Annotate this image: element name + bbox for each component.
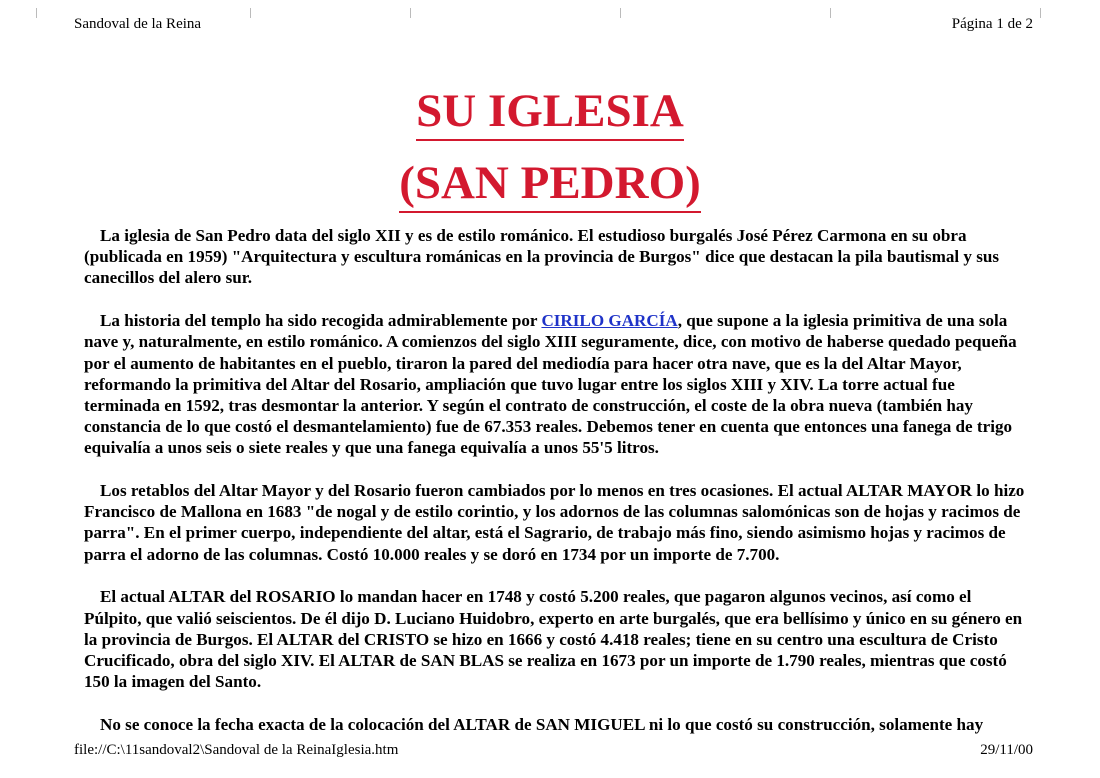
footer-file-path: file://C:\11sandoval2\Sandoval de la ReinaIglesia.htm <box>74 742 399 758</box>
title-line-1: SU IGLESIA <box>416 85 684 141</box>
scan-mark <box>250 8 251 18</box>
paragraph-4: El actual ALTAR del ROSARIO lo mandan hacer en 1748 y costó 5.200 reales, que pagaron algunos vecinos, así como el Púlpito, que valió seiscientos. De él dijo D. Luciano Huidobro, experto en arte burgalés, que era bellísimo y único en su género en la provincia de Burgos. El ALTAR del CRISTO se hizo en 1666 y costó 4.418 reales; tiene en su centro una escultura de Cristo Crucificado, obra del siglo XIV. El ALTAR de SAN BLAS se realiza en 1673 por un importe de 1.790 reales, mientras que costó 150 la imagen del Santo. <box>84 587 1023 692</box>
scan-mark <box>830 8 831 18</box>
paragraph-2 <box>84 310 1032 458</box>
article-body <box>84 225 1032 757</box>
scan-mark <box>1040 8 1041 18</box>
footer-date: 29/11/00 <box>980 742 1033 758</box>
header-site-name: Sandoval de la Reina <box>74 16 202 32</box>
scan-mark <box>410 8 411 18</box>
paragraph-2-start: La historia del templo ha sido recogida admirablemente por <box>100 311 542 331</box>
page-title <box>0 85 1100 137</box>
header-page-number: Página 1 de 2 <box>951 16 1033 32</box>
title-line-2: (SAN PEDRO) <box>399 157 701 213</box>
cirilo-garcia-link[interactable]: CIRILO GARCÍA <box>541 311 678 331</box>
paragraph-3: Los retablos del Altar Mayor y del Rosario fueron cambiados por lo menos en tres ocasiones. El actual ALTAR MAYOR lo hizo Francisco de Mallona en 1683 "de nogal y de estilo corintio, y los adornos de las columnas salomónicas son de hojas y racimos de parra". En el primer cuerpo, independiente del altar, está el Sagrario, de trabajo más fino, siendo asimismo hojas y racimos de parra el adorno de las columnas. Costó 10.000 reales y se doró en 1734 por un importe de 7.700. <box>84 481 1025 564</box>
scan-mark <box>620 8 621 18</box>
paragraph-5: No se conoce la fecha exacta de la colocación del ALTAR de SAN MIGUEL ni lo que costó su construcción, solamente hay <box>100 714 984 734</box>
scan-mark <box>36 8 37 18</box>
page-subtitle <box>0 157 1100 209</box>
paragraph-2-end: , que supone a la iglesia primitiva de una sola nave y, naturalmente, en estilo románico. A comienzos del siglo XIII seguramente, dice, con motivo de haberse quedado pequeña por el aumento de habitantes en el pueblo, tiraron la pared del mediodía para hacer otra nave, que es la del Altar Mayor, reformando la primitiva del Altar del Rosario, ampliación que tuvo lugar entre los siglos XIII y XIV. La torre actual fue terminada en 1592, tras desmontar la anterior. Y según el contrato de construcción, el coste de la obra nueva (también hay constancia de lo que costó el desmantelamiento) fue de 67.353 reales. Debemos tener en cuenta que entonces una fanega de trigo equivalía a unos seis o siete reales y que una fanega equivalía a unos 55'5 litros. <box>84 311 1017 458</box>
paragraph-1: La iglesia de San Pedro data del siglo XII y es de estilo románico. El estudioso burgalés José Pérez Carmona en su obra (publicada en 1959) "Arquitectura y escultura románicas en la provincia de Burgos" dice que destacan la pila bautismal y sus canecillos del alero sur. <box>84 226 1000 288</box>
